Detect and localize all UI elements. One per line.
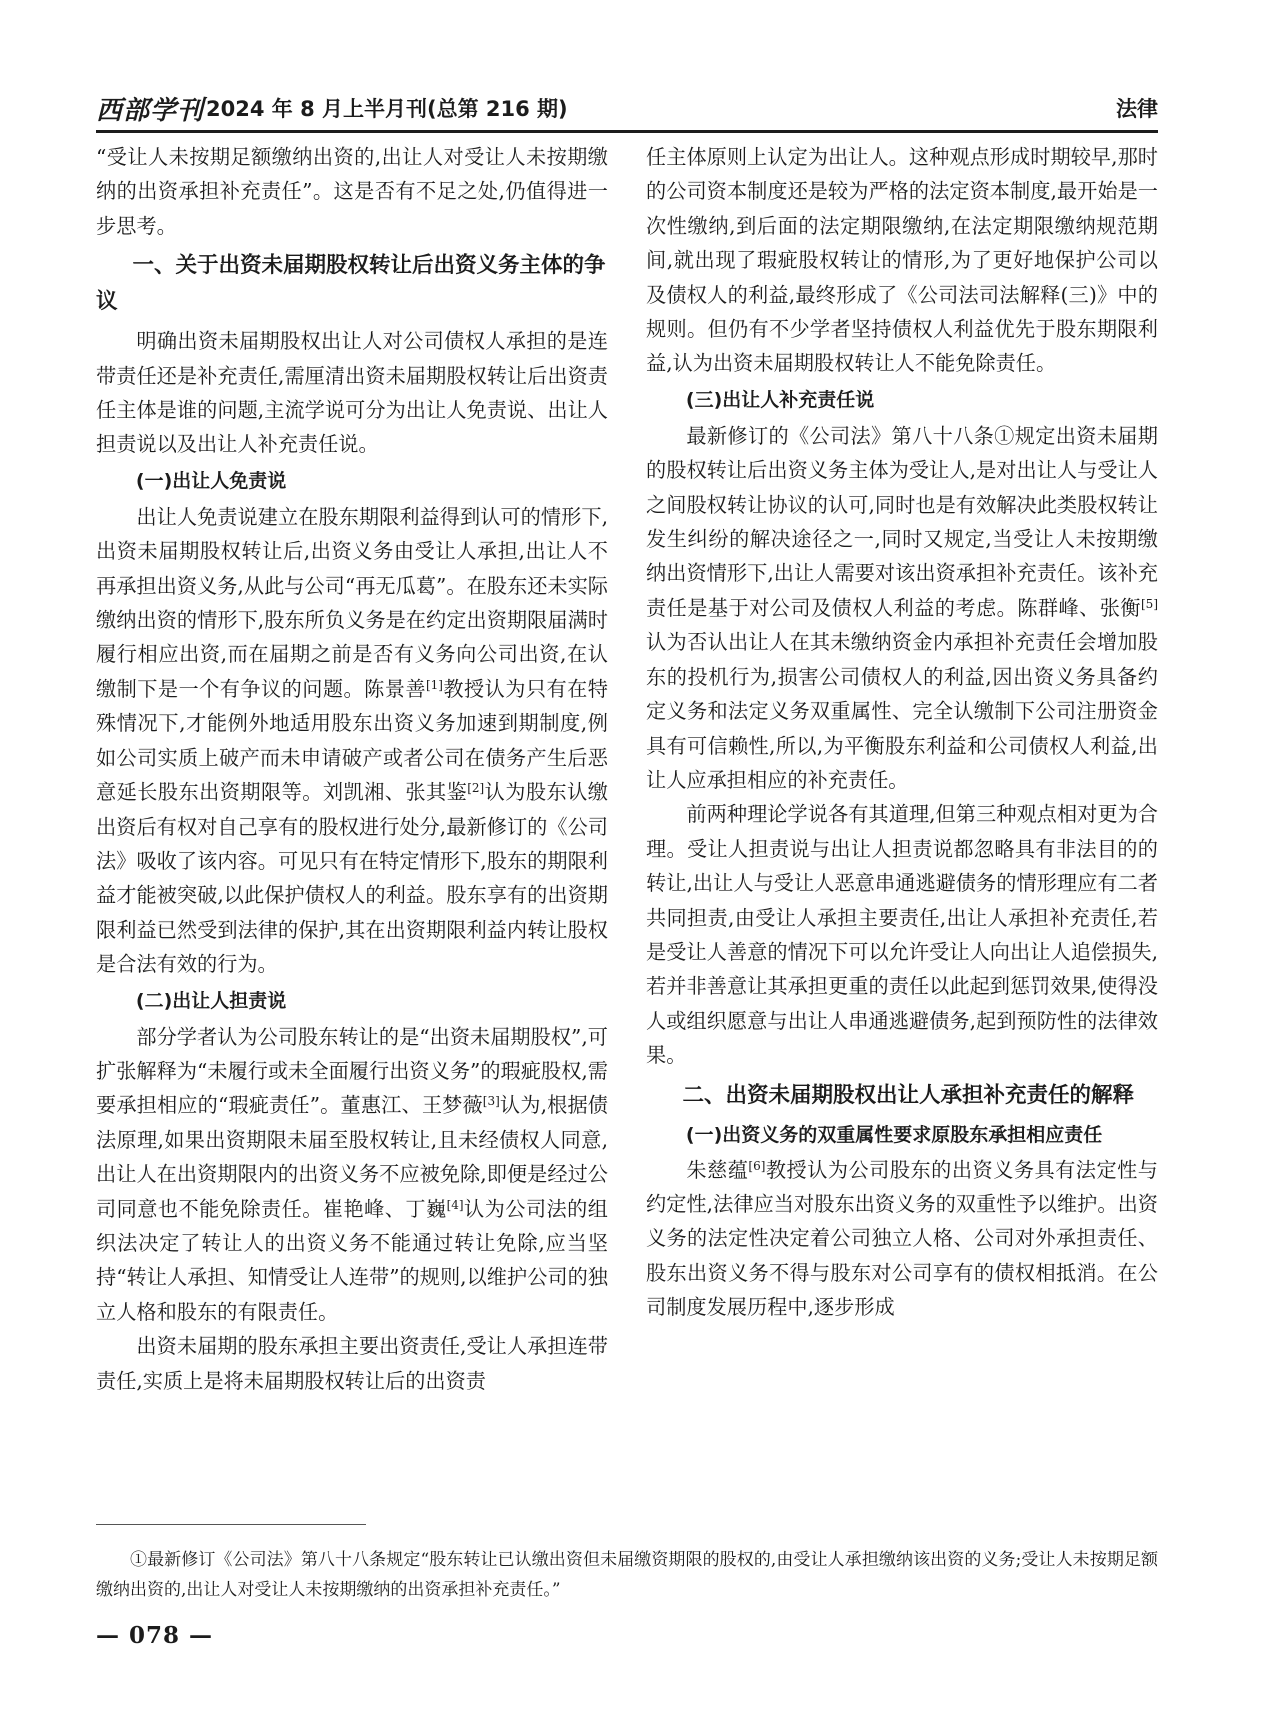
text-run: 认为,根据债法原理,如果出资期限未届至股权转让,且未经债权人同意,出让人在出资期限内的出资义务不应被免除,即便是经过公司同意也不能免除责任。崔艳峰、丁巍 [96, 1093, 608, 1221]
section-heading-1: 一、关于出资未届期股权转让后出资义务主体的争议 [96, 253, 606, 315]
paragraph [96, 1020, 608, 1330]
citation-ref: [6] [748, 1158, 766, 1173]
header-rule [96, 130, 1158, 133]
citation-ref: [4] [446, 1197, 464, 1212]
text-run: 出让人免责说建立在股东期限利益得到认可的情形下,出资未届期股权转让后,出资义务由受让人承担,出让人不再承担出资义务,从此与公司“再无瓜葛”。在股东还未实际缴纳出资的情形下,股东所负义务是在约定出资期限届满时履行相应出资,而在届期之前是否有义务向公司出资,在认缴制下是一个有争议的问题。陈景善 [96, 504, 608, 701]
right-column [646, 140, 1158, 1325]
citation-ref: [1] [425, 677, 443, 692]
paragraph: 前两种理论学说各有其道理,但第三种观点相对更为合理。受让人担责说与出让人担责说都忽略具有非法目的的转让,出让人与受让人恶意串通逃避债务的情形理应有二者共同担责,由受让人承担主要责任,出让人承担补充责任,若是受让人善意的情况下可以允许受让人向出让人追偿损失,若并非善意让其承担更重的责任以此起到惩罚效果,使得没人或组织愿意与出让人串通逃避债务,起到预防性的法律效果。 [646, 802, 1158, 1068]
text-run: 认为公司法的组织法决定了转让人的出资义务不能通过转让免除,应当坚持“转让人承担、知情受让人连带”的规则,以维护公司的独立人格和股东的有限责任。 [96, 1196, 608, 1324]
paragraph [96, 500, 608, 982]
citation-ref: [2] [467, 781, 485, 796]
text-run: 教授认为只有在特殊情况下,才能例外地适用股东出资义务加速到期制度,例如公司实质上破产而未申请破产或者公司在债务产生后恶意延长股东出资期限等。刘凯湘、张其鉴 [96, 676, 608, 805]
subsection-heading: (三)出让人补充责任说 [685, 388, 875, 411]
text-run: 规定出资未届期的股权转让后出资义务主体为受让人,是对出让人与受让人之间股权转让协议的认可,同时也是有效解决此类股权转让发生纠纷的解决途径之一,同时又规定,当受让人未按期缴纳出资情形下,出让人需要对该出资承担补充责任。该补充责任是基于对公司及债权人利益的考虑。陈群峰、张衡 [646, 423, 1158, 620]
paragraph [646, 1153, 1158, 1325]
section-heading-2: 二、出资未届期股权出让人承担补充责任的解释 [682, 1082, 1135, 1108]
paragraph: “受让人未按期足额缴纳出资的,出让人对受让人未按期缴纳的出资承担补充责任”。这是否有不足之处,仍值得进一步思考。 [96, 145, 608, 238]
paragraph: 明确出资未届期股权出让人对公司债权人承担的是连带责任还是补充责任,需厘清出资未届期股权转让后出资责任主体是谁的问题,主流学说可分为出让人免责说、出让人担责说以及出让人补充责任说。 [96, 329, 608, 457]
text-run: 部分学者认为公司股东转让的是“出资未届期股权”,可扩张解释为“未履行或未全面履行出资义务”的瑕疵股权,需要承担相应的“瑕疵责任”。董惠江、王梦薇 [96, 1024, 608, 1118]
footnote-marker[interactable]: ① [994, 423, 1015, 448]
text-run: 认为否认出让人在其未缴纳资金内承担补充责任会增加股东的投机行为,损害公司债权人的利益,因出资义务具备约定义务和法定义务双重属性、完全认缴制下公司注册资金具有可信赖性,所以,为平衡股东利益和公司债权人利益,出让人应承担相应的补充责任。 [646, 630, 1158, 792]
subsection-heading: (一)出资义务的双重属性要求原股东承担相应责任 [685, 1123, 1103, 1146]
paragraph: 任主体原则上认定为出让人。这种观点形成时期较早,那时的公司资本制度还是较为严格的法定资本制度,最开始是一次性缴纳,到后面的法定期限缴纳,在法定期限缴纳规范期间,就出现了瑕疵股权转让的情形,为了更好地保护公司以及债权人的利益,最终形成了《公司法司法解释(三)》中的规则。但仍有不少学者坚持债权人利益优先于股东期限利益,认为出资未届期股权转让人不能免除责任。 [646, 145, 1158, 376]
running-header [96, 88, 1158, 128]
subsection-heading: (一)出让人免责说 [135, 469, 287, 492]
text-run: 认为股东认缴出资后有权对自己享有的股权进行处分,最新修订的《公司法》吸收了该内容。可见只有在特定情形下,股东的期限利益才能被突破,以此保护债权人的利益。股东享有的出资期限利益已然受到法律的保护,其在出资期限利益内转让股权是合法有效的行为。 [96, 780, 608, 977]
journal-logo: 西部学刊 [96, 95, 205, 126]
footnote-rule [96, 1524, 366, 1525]
paragraph: 出资未届期的股东承担主要出资责任,受让人承担连带责任,实质上是将未届期股权转让后的出资责 [96, 1334, 608, 1393]
text-run: 教授认为公司股东的出资义务具有法定性与约定性,法律应当对股东出资义务的双重性予以维护。出资义务的法定性决定着公司独立人格、公司对外承担责任、股东出资义务不得与股东对公司享有的债权相抵消。在公司制度发展历程中,逐步形成 [646, 1157, 1158, 1320]
section-name: 法律 [1116, 97, 1158, 121]
citation-ref: [5] [1141, 596, 1158, 611]
text-run: 最新修订的《公司法》第八十八条 [686, 423, 995, 448]
footnote: ①最新修订《公司法》第八十八条规定“股东转让已认缴出资但未届缴资期限的股权的,由受让人承担缴纳该出资的义务;受让人未按期足额缴纳出资的,出让人对受让人未按期缴纳的出资承担补充责任。” [96, 1550, 1158, 1600]
subsection-heading: (二)出让人担责说 [135, 989, 287, 1012]
citation-ref: [3] [482, 1094, 500, 1109]
page-number: — 078 — [96, 1622, 214, 1649]
paragraph [646, 419, 1158, 797]
header-left [96, 90, 568, 127]
issue-info: 2024 年 8 月上半月刊(总第 216 期) [206, 97, 568, 121]
text-run: 朱慈蕴 [686, 1157, 749, 1182]
left-column [96, 140, 608, 1398]
